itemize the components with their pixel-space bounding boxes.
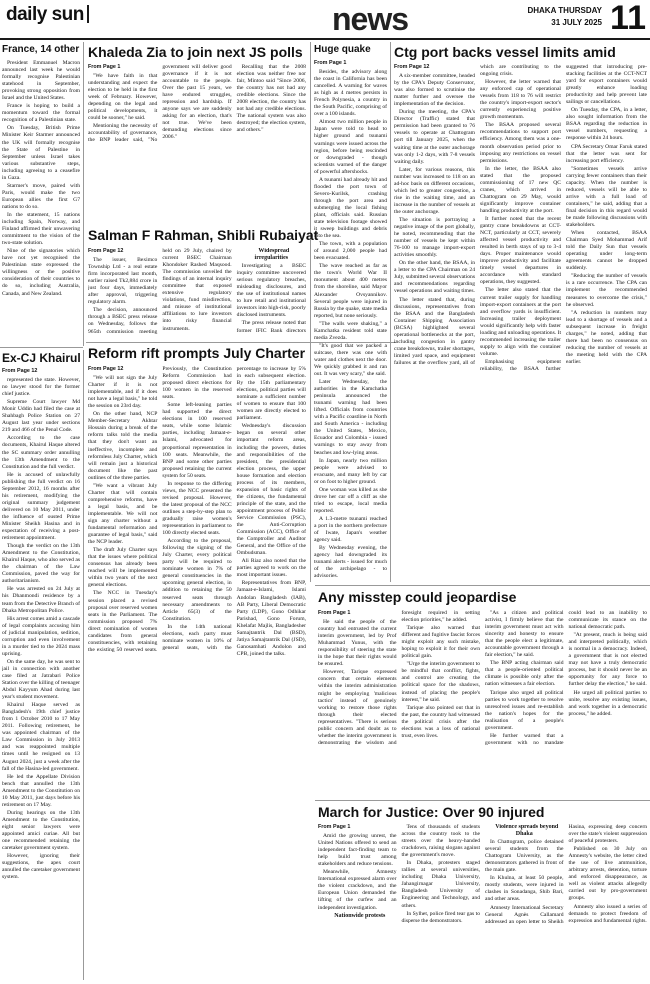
headline-ctg-port: Ctg port backs vessel limits amid [394, 44, 616, 60]
headline-quake: Huge quake [314, 44, 371, 55]
story-source: From Page 1 [318, 610, 351, 616]
paragraph: The BNP acting chairman said that a people-oriented political climate is possible only after the nation witnesses a fair election. [485, 660, 564, 688]
paragraph: "As a citizen and political activist, I firmly believe that the interim government must act with sincerity and honesty to ensure that the people elect a legitimate, accountable government through a fair election," he said. [485, 610, 564, 659]
story-source: From Page 12 [88, 366, 124, 372]
story-divider [0, 347, 83, 348]
column-rule [83, 42, 84, 346]
story-divider [315, 800, 650, 801]
story-misstep-body [318, 610, 647, 796]
paragraph: By Wednesday evening, the agency had downgraded its tsunami alerts - issued for much of the archipelago - to advisories. [314, 545, 387, 580]
paragraph: Tens of thousands of students across the country took to the streets over the heavy-handed crackdown, raising slogans against the government's move. [401, 824, 480, 859]
paragraph: In response to the differing views, the NCC presented the revised proposal. However, the latest proposal of the NCC outlines a step-by-step plan to gradually raise women's representation in parliament to 100 directly elected seats. [162, 480, 232, 537]
headline-misstep: Any misstep could jeopardise [318, 589, 517, 605]
paragraph: On Tuesday, British Prime Minister Keir Starmer announced the UK will formally recognise the State of Palestine in September unless Israel takes various substantive steps, including agreeing to a ceasefire in Gaza. [2, 125, 80, 181]
paragraph: According to the proposal, following the signing of the July Charter, every political party will be required to nominate women in 7% of general constituencies in the upcoming general election, in addition to retaining the 50 reserved seats through necessary amendments to Article 65(3) of the Constitution. [162, 538, 232, 622]
paragraph: Meanwhile, Amnesty International expressed alarm over the violent crackdown, and the European Union demanded the lifting of the curfew and an independent investigation. [318, 869, 397, 911]
story-khaleda-body [88, 64, 306, 224]
story-march-body [318, 824, 647, 980]
logo-divider [87, 5, 89, 23]
paragraph: In the 14th national elections, each party must nominate women in 10% of general seats, with the percentage to increase by 5% in each subsequent election. By the 15th parliamentary elections, political parties will nominate a sufficient number of women to ensure that 100 women are directly elected to parliament. [162, 366, 306, 651]
headline-khaleda: Khaleda Zia to join next JS polls [88, 44, 303, 60]
story-source: From Page 1 [318, 824, 351, 830]
paragraph: Later, for various reasons, this number was increased to 118 on an ad-hoc basis on different occasions, which led to greater congestion, a rise in the waiting time, and an increase in the number of vessels at the outer anchorage. [394, 166, 475, 215]
paragraph: He urged all political parties to unite, resolve any existing issues, and work together in a democratic process," he added. [568, 689, 647, 717]
paragraph: On the other hand, NCP Member-Secretary Akhtar Hossain during a break of the reform talks told the media that they don't want an ineffective, incomplete and reformless July Charter, which will remain just a historical document like the past outlines of the three parties. [88, 411, 158, 481]
paragraph: He led the Appellate Division bench that annulled the 13th Amendment to the Constitution on 10 May 2011, just days before his retirement on 17 May. [2, 773, 80, 808]
paragraph: Though the verdict on the 13th Amendment to the Constitution, Khairul Haque, who also served as the chairman of the Law Commission, paved the way for authoritarianism. [2, 543, 80, 585]
paragraph: Supreme Court lawyer Md Monir Uddin had filed the case at Shahbagh Police Station on 27 August last year under sections 219 and 466 of the Penal Code. [2, 399, 80, 434]
paragraph: "The walls were shaking," a Kamchatka resident told state media Zvezda. [314, 320, 387, 341]
subheading: Nationwide protests [334, 912, 386, 919]
paragraph: He is accused of unlawfully publishing the full verdict on 16 September 2012, 16 months after his retirement, modifying the original summary judgement delivered on 10 May 2011, under the influence of ousted Prime Minister Sheikh Hasina and in expectation of receiving a post-retirement appointment. [2, 471, 80, 542]
paragraph: The wave reached as far as the town's World War II monument about 400 metres from the shoreline, said Mayor Alexander Ovsyannikov. Several people were injured in Russia by the quake, state media reported, but none seriously. [314, 263, 387, 319]
paragraph: Mentioning the necessity of accountability of governance, the BNP leader said, "No government will deliver good governance if it is not accountable to the people. Over the past 15 years, we have endured struggles, repression and hardship. If anyone says we are suddenly asking for an election, that's not true. We've been demanding elections since 2006." [88, 64, 232, 144]
paragraph: Published on 30 July on Amnesty's website, the letter cited the use of live ammunition, arbitrary arrests, detention, torture and enforced disappearance, as well as violent attacks allegedly carried out by pro-government groups. [568, 846, 647, 902]
paragraph: The letter also stated that the current trailer supply for handling import-export containers at the port and overflow yards is insufficient. Increasing trailer deployment would significantly help with faster loading and unloading operations. It recommended increasing the trailer supply to align with the container volume. [480, 287, 561, 357]
paragraph: However, ignoring their suggestions, the apex court annulled the caretaker government system. [2, 853, 80, 881]
paragraph: Besides, the advisory along the coast in California has been cancelled. A warning for waves as high as 4 metres persists in French Polynesia, a country in the South Pacific, comprising of over a 100 islands. [314, 69, 387, 118]
paragraph: France is hoping to build a momentum toward the formal recognition of a Palestinian state. [2, 103, 80, 124]
headline-salman: Salman F Rahman, Shibli Rubaiyat [88, 227, 319, 243]
story-source: From Page 12 [2, 368, 38, 374]
story-reform-body [88, 366, 306, 980]
paragraph: A tsunami had already hit and flooded the port town of Severo-Kurilsk, crashing through the port area and submerging the local fishing plant, officials said. Russian state television footage showed it sweep buildings and debris into the sea. [314, 176, 387, 240]
paragraph: The NCC in Tuesday's session placed a revised proposal over reserved women seats in the Parliament. The commission proposed 7% direct nomination of women candidates from general constituencies, with retaining the existing 50 reserved seats. Previously, the Constitution Reform Commission had proposed direct elections for 100 women in the reserved seats. [88, 366, 232, 653]
paragraph: Wednesday's discussion began on several other important reform areas, including the powers, duties and responsibilities of the president, the presidential election process, the upper house formation and election process of its members, expansion of basic rights of the citizens, the fundamental principle of the state, and the appointment process of Public Service Commission (PSC), the Anti-Corruption Commission (ACC), Office of the Comptroller and Auditor General, and the Office of the Ombudsman. [236, 423, 306, 557]
paragraph: A 1.3-metre tsunami reached a port in the northern prefecture of Iwate, Japan's weather agency said. [314, 515, 387, 544]
subheading: Widespread irregularities [254, 248, 290, 262]
paragraph: "Reducing the number of vessels is a rare occurrence. The CPA can implement the recommended measures to overcome the crisis," he observed. [566, 273, 647, 308]
paragraph: "It's good that we packed a suitcase, there was one with water and clothes next the door. We quickly grabbed it and ran out. It was very scary," she said. [314, 342, 387, 378]
paragraph: A six-member committee, headed by the CPA's Deputy Conservator, was also formed to scrutinise the matter further and oversee the implementation of the decision. [394, 73, 475, 108]
subheading: Violence spreads beyond Dhaka [495, 824, 559, 838]
paragraph: His arrest comes amid a cascade of legal complaints accusing him of judicial manipulation, sedition, corruption and even involvement in a murder tied to the 2024 mass uprising. [2, 615, 80, 657]
paragraph: "We will not sign the July Charter if it is not implementable, and if it does not have a legal basis," he told the session on 23rd day. [88, 375, 158, 410]
paragraph: The town, with a population of around 2,000 people had been evacuated. [314, 241, 387, 262]
paragraph: President Emmanuel Macron announced last week he would formally recognise Palestinian statehood in September, provoking strong opposition from Israel and the United States. [2, 60, 80, 102]
paragraph: He said the people of the country had entrusted the current interim government, led by Prof Muhammad Yunus, with the responsibility of steering the state in the hope that their rights would be ensured. [318, 619, 397, 668]
paragraph: In Khulna, at least 50 people, mostly students, were injured in clashes in Sonadanga, Shib Bari, and other areas. [485, 875, 564, 903]
paragraph: "A reduction in numbers may lead to a shortage of vessels and a subsequent increase in freight charges," he noted, adding that there had been no consensus on reducing the number of vessels at the meeting held with the CPA earlier. [566, 309, 647, 365]
paragraph: Starmer's move, paired with Paris, would make the two European allies the first G7 nations to do so. [2, 182, 80, 210]
paragraph: In Chattogram, police detained several students from the Chattogram University, as the demonstrators gathered in front of the main gate. [485, 839, 564, 874]
paragraph: Tarique also urged all political parties to work together to resolve unresolved issues and re-establish the nation's hopes for the realisation of a people's government. [485, 689, 564, 731]
paragraph: Recalling that the 2008 election was neither free nor fair, Mintoo said "Since 2006, the country has not had any credible elections. Since the 2008 election, the country has not had any credible elections. The national system was also destroyed; the election system, and others." [236, 64, 306, 134]
paragraph: The situation is portraying a negative image of the port globally, he noted, recommending that the number of vessels be kept within 76-100 to manage import-export activities smoothly. [394, 216, 475, 259]
column-rule [390, 42, 391, 582]
paragraph: "Urge the interim government to be mindful that conflict, fights, and control are creating the political space for the shadows, instead of placing the people's interest," he said. [401, 661, 480, 703]
paragraph: However, Tarique expressed concern that certain elements within the interim administration might be employing 'malicious tactics' instead of genuinely working to restore those rights through their elected representatives. "There is serious public concern and doubt as to whether the interim government is demonstrating the wisdom and foresight required in setting election priorities," he added. [318, 610, 480, 746]
paragraph: It further noted that the recent gantry crane breakdowns at CCT-NCT, particularly at CCT, severely affected vessel productivity and resulted in berth stays of up to 3-4 days. Proper maintenance would improve productivity and facilitate timely vessel departures in accordance with standard operations, they suggested. [480, 215, 561, 286]
paragraph: Amid the growing unrest, the United Nations offered to send an independent fact-finding team to help build trust among stakeholders and reduce tensions. [318, 833, 397, 868]
story-source: From Page 1 [88, 64, 121, 70]
dateline-date: 31 JULY 2025 [551, 18, 602, 27]
story-ctg-port-body [394, 64, 647, 580]
headline-ex-cj: Ex-CJ Khairul [2, 351, 81, 365]
story-source: From Page 1 [314, 60, 347, 66]
story-source: From Page 12 [394, 64, 430, 70]
paragraph: The letter stated that, during discussions, representatives from the BSAA and the Bangladesh Container Shipping Association (BCSA) highlighted several operational bottlenecks at the port, including congestion in gantry crane breakdowns, trailer shortages, limited yard space, and equipment failures at the overflow yard, all of which are contributing to the ongoing crisis. [394, 64, 561, 366]
story-source: From Page 12 [88, 248, 124, 254]
paragraph: The decision, announced through a BSEC press release on Wednesday, follows the 965th commission meeting held on 29 July, chaired by current BSEC Chairman Khondoker Rashed Maqsood. The commission unveiled the findings of an internal inquiry committee that exposed extensive regulatory violations, fund misdirection, and misuse of institutional affiliations to lure investors into risky financial instruments. [88, 248, 232, 335]
paragraph: According to the case documents, Khairul Haque altered the SC summary order annulling the 13th Amendment to the Constitution and the full verdict. [2, 435, 80, 470]
page-number: 11 [610, 0, 646, 37]
paragraph: Investigating a BSEC inquiry committee uncovered serious regulatory breaches, misleading disclosures, and the use of institutional names to lure retail and institutional investors into high-risk, poorly disclosed instruments. [236, 263, 306, 319]
story-france-body [2, 60, 80, 344]
paragraph: In Japan, nearly two million people were advised to evacuate, and many left by car or on foot to higher ground. [314, 457, 387, 485]
brand-logo [6, 4, 92, 26]
paragraph: On the same day, he was sent to jail in connection with another case filed at Jatrabari Police Station over the killing of teenager Abdul Kayyum Ahad during last year's student movement. [2, 658, 80, 701]
paragraph: The draft July Charter says that the issues where political consensus has already been reached will be implemented within two years of the next general elections. [88, 547, 158, 589]
paragraph: The press release noted that former IFIC Bank directors [236, 320, 306, 334]
headline-march: March for Justice: Over 90 injured [318, 804, 545, 820]
paragraph: On Tuesday, the CPA, in a letter, also sought information from the BSAA regarding the reduction in vessel numbers, requesting a response within 24 hours. [566, 107, 647, 142]
paragraph: "Sometimes vessels arrive carrying fewer containers than their capacity. When the number is reduced, vessels will be able to arrive with a full load of containers," he said, adding that a final decision in this regard would be made following discussions with stakeholders. [566, 165, 647, 229]
dateline-day: DHAKA THURSDAY [527, 6, 602, 15]
paragraph: Emphasising equipment reliability, the BSAA further suggested that introducing pre-stacking facilities at the CCT-NCT yard for export containers would greatly enhance loading productivity and help prevent late sailings or cancellations. [480, 64, 647, 372]
story-ex-cj-body [2, 368, 80, 980]
paragraph: Representatives from BNP, Jamaat-e-Islami, Islami Andolan Bangladesh (IAB), AB Party, Liberal Democratic Party (LDP), Gono Odhikar Parishad, Gono Forum, Khelafat Majlis, Bangladesher Samajtantrik Dal (BSD), Jatiya Samajtantrik Dal (JSD), Ganosamhati Andolon and CPB, joined the talks. [236, 580, 306, 657]
paragraph: On the other hand, the BSAA, in a letter to the CPA Chairman on 24 July, submitted several observations and recommendations regarding vessel operations and waiting times. [394, 260, 475, 295]
paragraph: The BSAA proposed several recommendations to support port efficiency. Among them was a one-month observation period prior to imposing any restrictions on vessel permissions. [480, 122, 561, 164]
story-quake-body [314, 60, 387, 580]
paragraph: Nine of the signatories which have not yet recognised the Palestinian state expressed the willingness or the positive consideration of their countries to do so, including Australia, Canada, and New Zealand. [2, 248, 80, 297]
paragraph: "We have faith in that understanding and expect the election to be held in the first week of February. However, depending on the legal and political developments, it could be sooner," he said. [88, 73, 158, 122]
headline-france: France, 14 other [2, 44, 80, 55]
paragraph: He further warned that a government with no mandate could lead to an inability to communicate its stance on the national democratic path. [485, 610, 647, 746]
paragraph: Khairul Haque served as Bangladesh's 19th chief justice from 1 October 2010 to 17 May 2011. Following retirement, he was appointed chairman of the Law Commission in July 2013 and was reappointed multiple times until he resigned on 13 August 2024, just a week after the fall of the Hasina-led government. [2, 702, 80, 772]
masthead [0, 0, 650, 40]
paragraph: In the statement, 15 nations including Spain, Norway, and Finland affirmed their unwavering commitment to the vision of the two-state solution. [2, 211, 80, 247]
column-rule [83, 350, 84, 980]
paragraph: Ali Riaz also noted that the parties agreed to work on the most important issues. [236, 558, 306, 579]
paragraph: In Dhaka, protesters staged rallies at several universities, including Dhaka University, Jahangirnagar University, Bangladesh University of Engineering and Technology, and others. [401, 860, 480, 909]
paragraph: Amnesty International Secretary General Agnès Callamard addressed an open letter to Sheikh Hasina, expressing deep concern over the state's violent suppression of peaceful protesters. [485, 824, 647, 925]
dateline [527, 5, 602, 29]
paragraph: During the meeting, the CPA's Director (Traffic) stated that permission had been granted to 76 vessels to operate at Chattogram port till January 2025, when the waiting time at the outer anchorage was only 1-2 days, with 7-8 vessels waiting daily. [394, 109, 475, 165]
paragraph: He was arrested on 24 July at his Dhanmondi residence by a team from the Detective Branch of Dhaka Metropolitan Police. [2, 586, 80, 614]
paragraph: When contacted, BSAA Chairman Syed Mohammad Arif told the Daily Sun that vessels operating under long-term agreements cannot be dropped suddenly. [566, 230, 647, 272]
paragraph: Later Wednesday, the authorities in the Kamchatka peninsula announced the tsunami warning had been lifted. Officials from countries with a Pacific coastline in North and South America - including the United States, Mexico, Ecuador and Colombia - issued warnings to stay away from beaches and low-lying areas. [314, 379, 387, 456]
brand-name: daily sun [6, 4, 84, 25]
paragraph: In the letter, the BSAA also stated that the proposed commissioning of 17 new QC cranes, which arrived in Chattogram on 29 May, would significantly improve container handling productivity at the port. [480, 165, 561, 214]
paragraph: In Sylhet, police fired tear gas to disperse the demonstrators. [401, 910, 480, 924]
paragraph: CPA Secretary Omar Faruk stated that the letter was sent for increasing port efficiency. [566, 143, 647, 164]
paragraph: The issuer, Beximco Township Ltd - a real estate firm incorporated last month, earlier raised Tk2,884 crore in just four days, immediately after approval, triggering regulatory alarm. [88, 257, 158, 306]
story-salman-body [88, 248, 306, 340]
section-title: news [332, 1, 409, 37]
paragraph: "At present, much is being said and interpreted politically, which is normal in a democracy. Indeed, a government that is not elected may not have a truly democratic process, but it should never be an opportunity for any force to further delay the election," he said. [568, 632, 647, 688]
paragraph: Amnesty also issued a series of demands to protect freedom of expression and fundamental rights. [568, 903, 647, 924]
paragraph: Tarique also pointed out that in the past, the country had witnessed the political crisis after the elections was a loss of national trust, even lives. [401, 704, 480, 739]
column-rule [310, 42, 311, 582]
paragraph: During hearings on the 13th Amendment to the Constitution, eight senior lawyers were appointed amici curiae. All but one recommended retaining the caretaker government system. [2, 809, 80, 852]
paragraph: However, the letter warned that any enforced cap of operational vessels from 118 to 76 will restrict the country's import-export sector's currently experiencing positive growth momentum. [480, 79, 561, 121]
paragraph: "We want a vibrant July Charter that will contain comprehensive reforms, have a legal basis, and be implementable. We will not sign any charter without a fundamental reformation and guarantee of legal basis," said the NCP leader. [88, 482, 158, 546]
paragraph: Almost two million people in Japan were told to head to higher ground and tsunami warnings were issued across the region, before being rescinded or downgraded - though scientists warned of the danger of powerful aftershocks. [314, 119, 387, 175]
paragraph: Some left-leaning parties had supported the direct elections in 100 reserved seats, while some Islamic parties, including Jamaat-e-Islami, advocated for proportional representation in 100 seats. Meanwhile, the BNP and some other parties proposed retaining the current system for 50 seats. [162, 402, 232, 479]
story-divider [315, 585, 650, 586]
paragraph: One woman was killed as she drove her car off a cliff as she tried to escape, local media reported. [314, 486, 387, 514]
headline-reform: Reform rift prompts July Charter [88, 345, 306, 361]
paragraph: represented the state. However, no lawyer stood for the former chief justice. [2, 377, 80, 398]
paragraph: Tarique also warned that different and fugitive fascist forces might exploit any such mistake, hoping to exploit it for their own political gain. [401, 625, 480, 660]
